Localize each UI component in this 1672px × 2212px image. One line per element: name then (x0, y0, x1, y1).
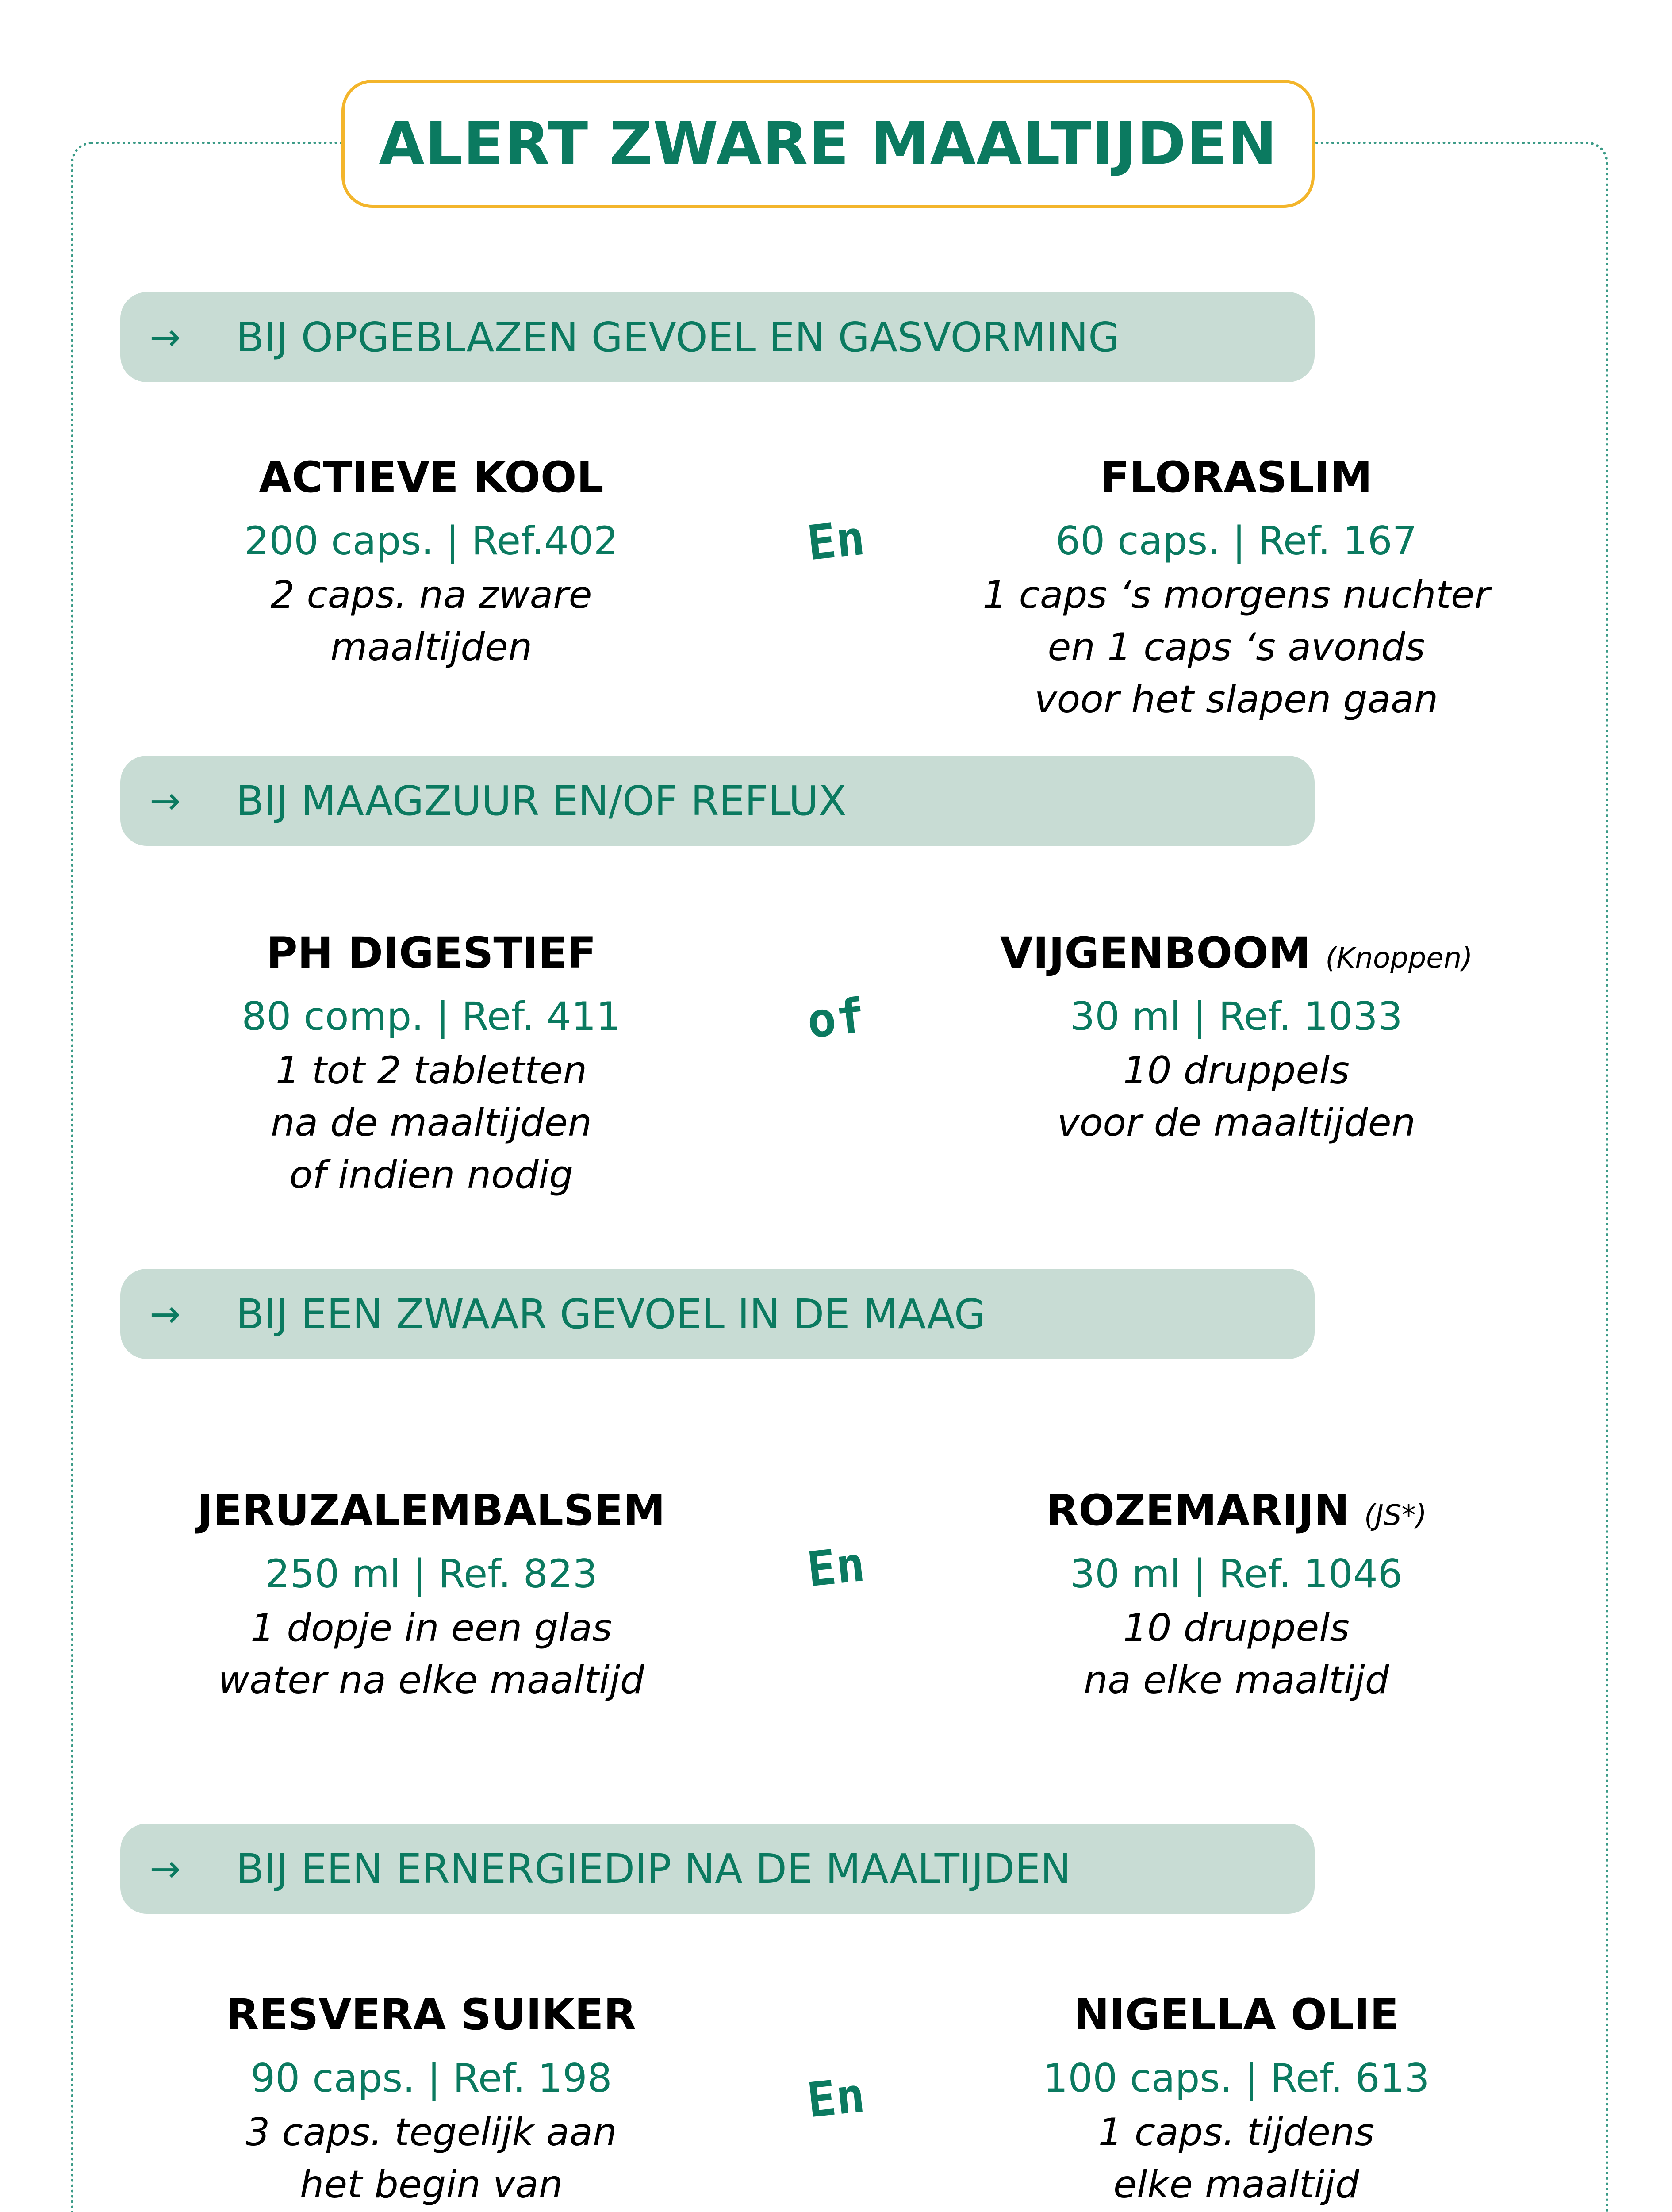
section-header-4 (120, 1824, 1315, 1914)
product-name: ROZEMARIJN (JS*) (1046, 1486, 1427, 1535)
arrow-right-icon: → (150, 1847, 181, 1890)
connector-word: En (804, 2067, 868, 2129)
section-header-1 (120, 292, 1315, 382)
product-dosage: 1 caps. tijdens elke maaltijd (1098, 2110, 1375, 2207)
product-name: PH DIGESTIEF (266, 928, 596, 978)
product-name: ACTIEVE KOOL (259, 453, 604, 502)
product-card (122, 1480, 741, 1706)
title-box (341, 80, 1315, 208)
product-card (122, 447, 741, 673)
product-name: NIGELLA OLIE (1074, 1990, 1399, 2039)
page-title: ALERT ZWARE MAALTIJDEN (379, 109, 1277, 178)
section-header-3 (120, 1269, 1315, 1359)
product-name: RESVERA SUIKER (226, 1990, 637, 2039)
arrow-right-icon: → (150, 779, 181, 822)
product-ref: 30 ml | Ref. 1046 (1070, 1551, 1403, 1597)
product-card (927, 922, 1546, 1149)
product-ref: 200 caps. | Ref.402 (244, 518, 618, 564)
section-heading: BIJ OPGEBLAZEN GEVOEL EN GASVORMING (236, 313, 1120, 361)
product-ref: 30 ml | Ref. 1033 (1070, 994, 1403, 1039)
connector-word: En (804, 1536, 868, 1598)
product-ref: 80 comp. | Ref. 411 (242, 994, 621, 1039)
section-heading: BIJ EEN ZWAAR GEVOEL IN DE MAAG (236, 1290, 986, 1338)
product-dosage: 3 caps. tegelijk aan het begin van (245, 2110, 617, 2207)
product-ref: 250 ml | Ref. 823 (265, 1551, 598, 1597)
product-card (927, 1480, 1546, 1706)
connector-word: of (804, 988, 868, 1049)
product-name: JERUZALEMBALSEM (197, 1486, 666, 1535)
product-name: FLORASLIM (1100, 453, 1373, 502)
product-dosage: 10 druppels voor de maaltijden (1057, 1048, 1416, 1145)
product-dosage: 2 caps. na zware maaltijden (270, 573, 592, 669)
section-heading: BIJ EEN ERNERGIEDIP NA DE MAALTIJDEN (236, 1845, 1071, 1893)
product-dosage: 1 caps ‘s morgens nuchter en 1 caps ‘s avonds voor het slapen gaan (982, 573, 1490, 722)
product-ref: 60 caps. | Ref. 167 (1055, 518, 1417, 564)
product-ref: 100 caps. | Ref. 613 (1043, 2055, 1430, 2101)
product-card (927, 447, 1546, 726)
connector-word: En (804, 510, 868, 572)
product-card (122, 922, 741, 1201)
arrow-right-icon: → (150, 315, 181, 359)
product-dosage: 1 dopje in een glas water na elke maaltijd (218, 1606, 644, 1702)
product-name: VIJGENBOOM (Knoppen) (1000, 928, 1473, 978)
section-heading: BIJ MAAGZUUR EN/OF REFLUX (236, 777, 847, 825)
product-card (927, 1984, 1546, 2211)
product-ref: 90 caps. | Ref. 198 (250, 2055, 612, 2101)
product-card (122, 1984, 741, 2212)
product-dosage: 10 druppels na elke maaltijd (1083, 1606, 1389, 1702)
section-header-2 (120, 756, 1315, 846)
product-dosage: 1 tot 2 tabletten na de maaltijden of indien nodig (271, 1048, 592, 1197)
arrow-right-icon: → (150, 1292, 181, 1336)
